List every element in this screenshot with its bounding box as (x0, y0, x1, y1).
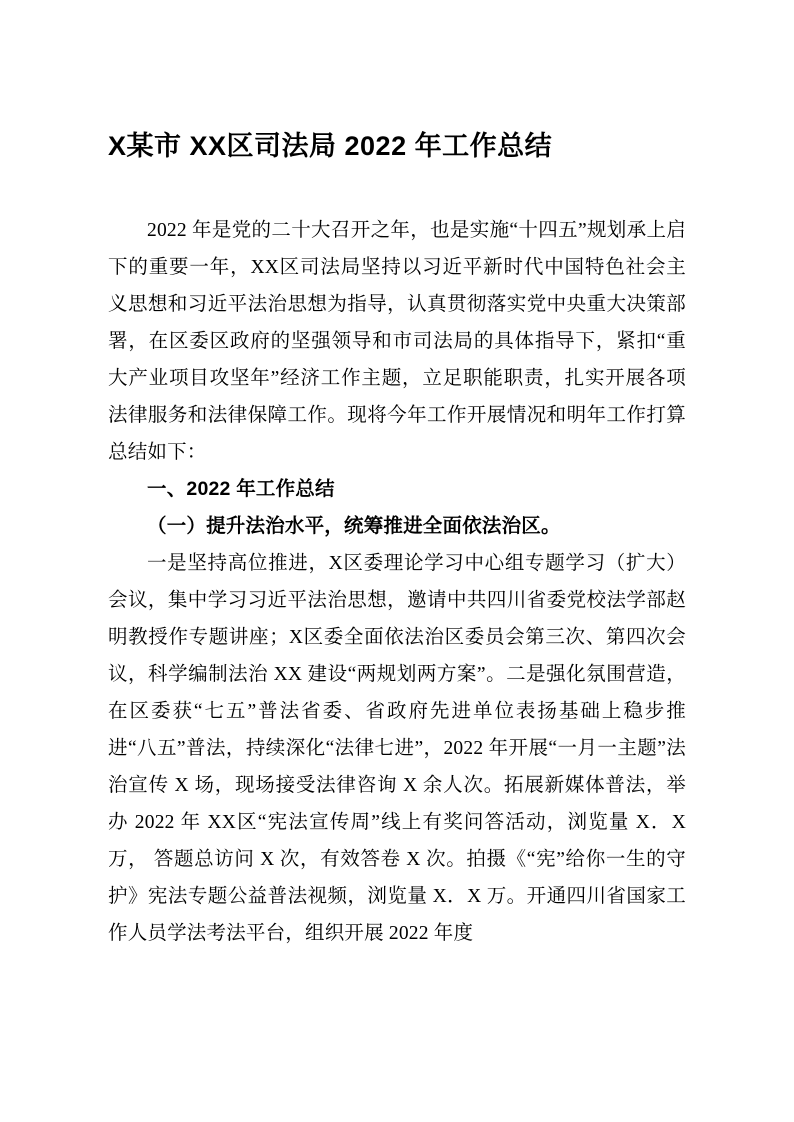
document-body (108, 212, 686, 952)
paragraph-intro: 2022 年是党的二十大召开之年，也是实施“十四五”规划承上启下的重要一年，XX区司法局坚持以习近平新时代中国特色社会主义思想和习近平法治思想为指导，认真贯彻落实党中央重大决策部署，在区委区政府的坚强领导和市司法局的具体指导下，紧扣“重大产业项目攻坚年”经济工作主题，立足职能职责，扎实开展各项法律服务和法律保障工作。现将今年工作开展情况和明年工作打算总结如下： (108, 219, 686, 463)
paragraph-section-1-1-body: 一是坚持高位推进，X区委理论学习中心组专题学习（扩大）会议，集中学习习近平法治思想，邀请中共四川省委党校法学部赵明教授作专题讲座；X区委全面依法治区委员会第三次、第四次会议，科学编制法治 XX 建设“两规划两方案”。二是强化氛围营造，在区委获“七五”普法省委、省政府先进单位表扬基础上稳步推进“八五”普法，持续深化“法律七进”，2022 年开展“一月一主题”法治宣传 X 场，现场接受法律咨询 X 余人次。拓展新媒体普法，举办 2022 年 XX区“宪法宣传周”线上有奖问答活动，浏览量 X．X万， 答题总访问 X 次，有效答卷 X 次。拍摄《“宪”给你一生的守护》宪法专题公益普法视频，浏览量 X．X 万。开通四川省国家工作人员学法考法平台，组织开展 2022 年度 (108, 552, 686, 944)
heading-section-1-1: （一）提升法治水平，统筹推进全面依法治区。 (147, 514, 561, 537)
page-title: X某市 XX区司法局 2022 年工作总结 (108, 131, 553, 161)
heading-section-1: 一、2022 年工作总结 (147, 477, 335, 500)
